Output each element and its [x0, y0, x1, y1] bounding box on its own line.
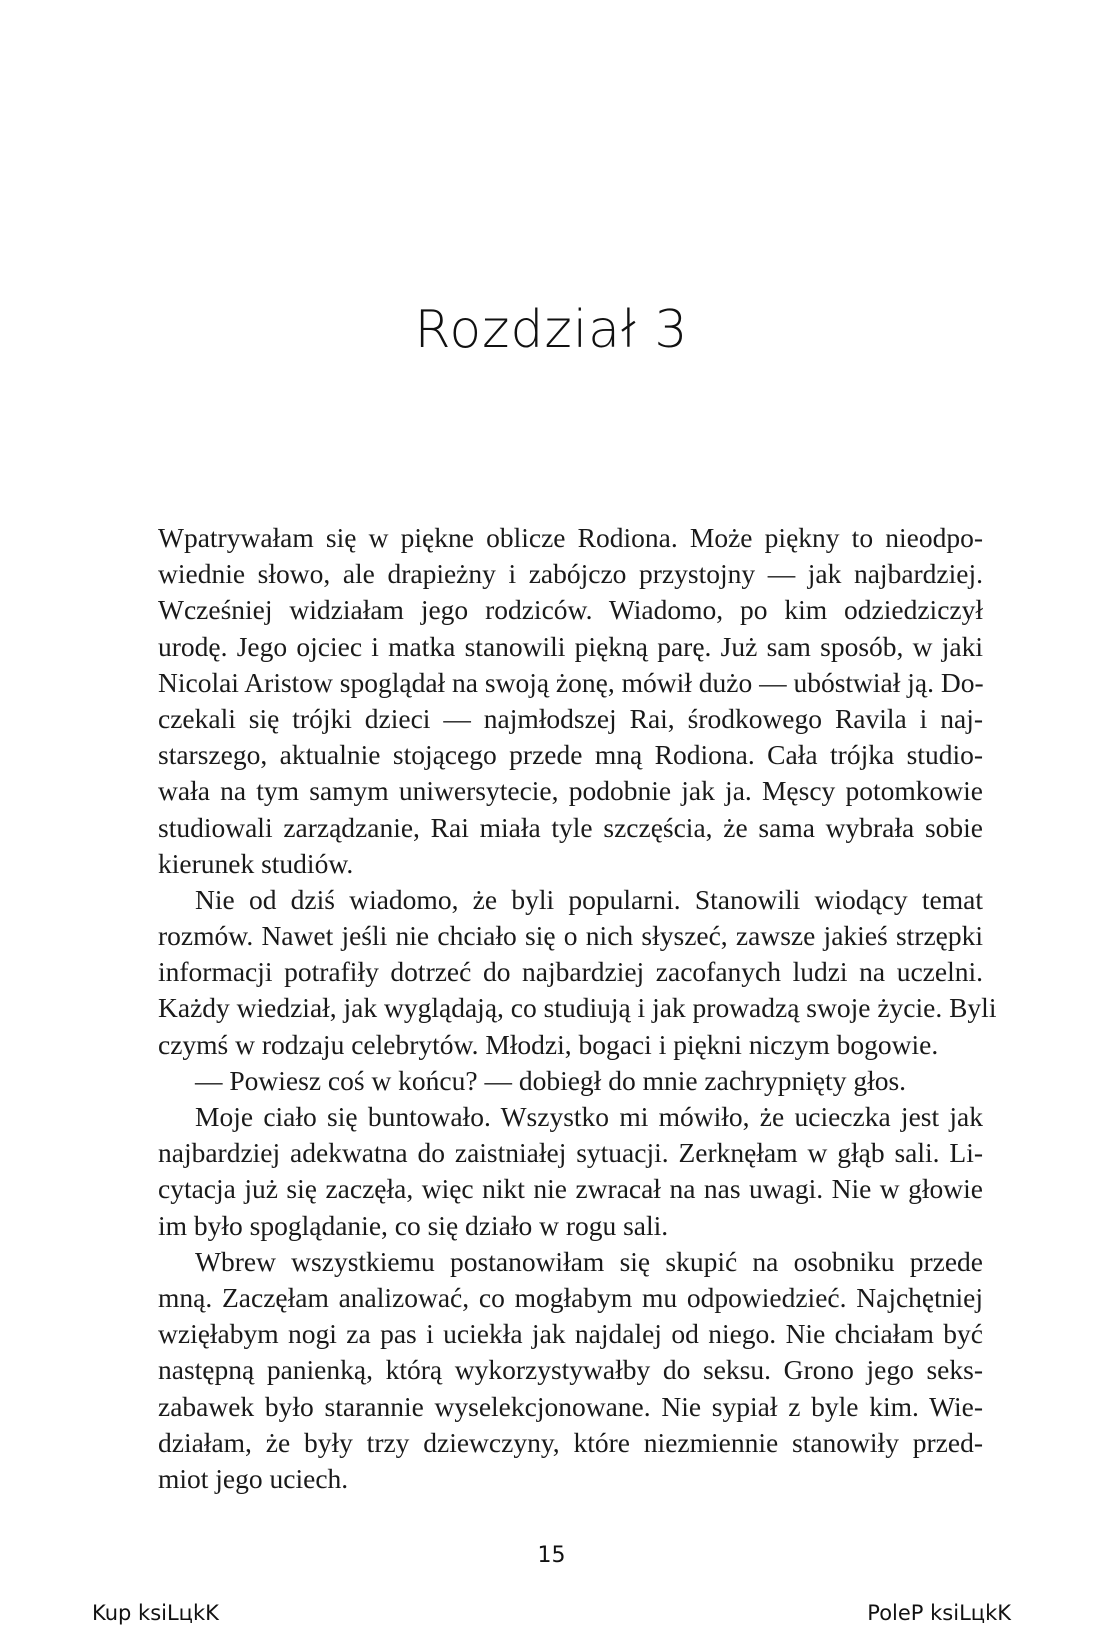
text-line: studiowali zarządzanie, Rai miała tyle szczęścia, że sama wybrała sobie	[158, 811, 983, 843]
text-line: najbardziej adekwatna do zaistniałej sytuacji. Zerknęłam w głąb sali. Li-	[158, 1137, 983, 1169]
text-line: wiednie słowo, ale drapieżny i zabójczo przystojny — jak najbardziej.	[158, 558, 983, 590]
text-line: wzięłabym nogi za pas i uciekła jak najdalej od niego. Nie chciałam być	[158, 1318, 983, 1350]
text-line: czekali się trójki dzieci — najmłodszej Rai, środkowego Ravila i naj-	[158, 702, 983, 734]
chapter-title: Rozdział 3	[414, 300, 689, 360]
body-text	[158, 520, 997, 1497]
text-line: miot jego uciech.	[158, 1462, 349, 1494]
text-line: rozmów. Nawet jeśli nie chciało się o nich słyszeć, zawsze jakieś strzępki	[158, 920, 983, 952]
text-line: następną panienką, którą wykorzystywałby do seksu. Grono jego seks-	[158, 1354, 983, 1386]
text-line: cytacja już się zaczęła, więc nikt nie zwracał na nas uwagi. Nie w głowie	[158, 1173, 983, 1205]
text-line: — Powiesz coś w końcu? — dobiegł do mnie zachrypnięty głos.	[195, 1064, 907, 1096]
text-line: starszego, aktualnie stojącego przede mną Rodiona. Cała trójka studio-	[158, 739, 983, 771]
text-line: informacji potrafiły dotrzeć do najbardziej zacofanych ludzi na uczelni.	[158, 956, 983, 988]
footer-buy-link[interactable]: Kup ksiLцkK	[92, 1601, 219, 1625]
text-line: Każdy wiedział, jak wyglądają, co studiują i jak prowadzą swoje życie. Byli	[158, 992, 997, 1024]
text-line: wała na tym samym uniwersytecie, podobnie jak ja. Męscy potomkowie	[158, 775, 983, 807]
text-line: czymś w rodzaju celebrytów. Młodzi, bogaci i piękni niczym bogowie.	[158, 1028, 939, 1060]
text-line: kierunek studiów.	[158, 847, 354, 879]
footer-recommend-link[interactable]: PoleP ksiLцkK	[867, 1601, 1011, 1625]
text-line: Wcześniej widziałam jego rodziców. Wiadomo, po kim odziedziczył	[158, 594, 983, 626]
text-line: zabawek było starannie wyselekcjonowane. Nie sypiał z byle kim. Wie-	[158, 1390, 983, 1422]
text-line: im było spoglądanie, co się działo w rogu sali.	[158, 1209, 669, 1241]
text-line: Wbrew wszystkiemu postanowiłam się skupić na osobniku przede	[195, 1245, 983, 1277]
text-line: Nie od dziś wiadomo, że byli popularni. Stanowili wiodący temat	[195, 883, 983, 915]
text-line: Moje ciało się buntowało. Wszystko mi mówiło, że ucieczka jest jak	[195, 1101, 983, 1132]
text-line: urodę. Jego ojciec i matka stanowili piękną parę. Już sam sposób, w jaki	[158, 630, 983, 662]
text-line: Wpatrywałam się w piękne oblicze Rodiona. Może piękny to nieodpo-	[158, 522, 983, 553]
text-line: działam, że były trzy dziewczyny, które niezmiennie stanowiły przed-	[158, 1426, 983, 1458]
page-number: 15	[537, 1543, 566, 1568]
text-line: Nicolai Aristow spoglądał na swoją żonę, mówił dużo — ubóstwiał ją. Do-	[158, 666, 984, 698]
text-line: mną. Zaczęłam analizować, co mogłabym mu odpowiedzieć. Najchętniej	[158, 1281, 983, 1313]
